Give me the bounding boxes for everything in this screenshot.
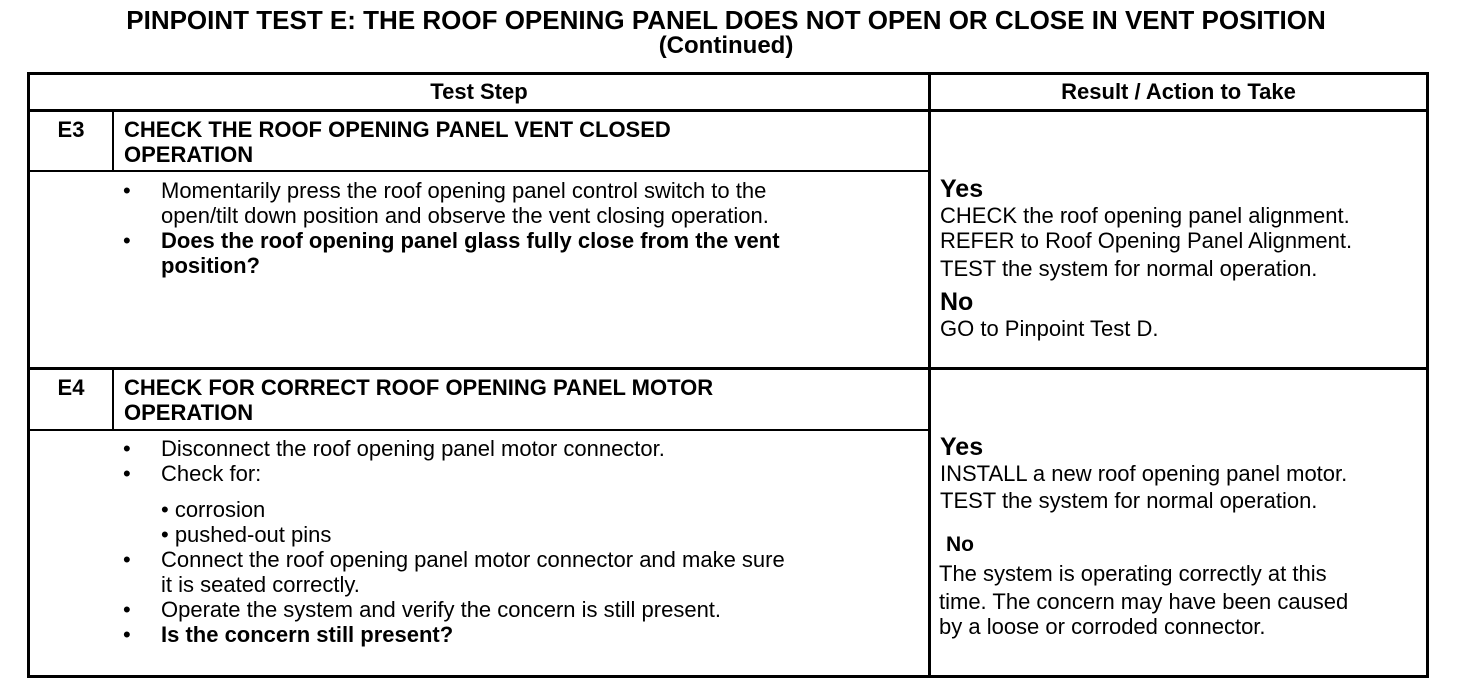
step-id-e4: E4	[57, 375, 85, 400]
e4-bullet-3-line2: it is seated correctly.	[161, 572, 360, 597]
e3-yes-line1: CHECK the roof opening panel alignment.	[940, 203, 1350, 228]
e4-no-label: No	[946, 533, 974, 556]
e3-no-line1: GO to Pinpoint Test D.	[940, 316, 1159, 341]
e4-yes-line1: INSTALL a new roof opening panel motor.	[940, 461, 1348, 486]
header-test-step: Test Step	[430, 79, 528, 104]
step-heading-e3-line2: OPERATION	[124, 142, 254, 167]
e3-yes-line2: REFER to Roof Opening Panel Alignment.	[940, 228, 1353, 253]
header-result: Result / Action to Take	[1061, 79, 1296, 104]
step-id-e3: E3	[57, 117, 85, 142]
step-heading-e4-line1: CHECK FOR CORRECT ROOF OPENING PANEL MOTOR	[124, 375, 714, 400]
page-subtitle: (Continued)	[658, 32, 794, 59]
bullet-mark: •	[123, 461, 131, 486]
bullet-mark: •	[123, 436, 131, 461]
row-divider	[30, 367, 1426, 370]
e3-heading-divider	[30, 170, 928, 172]
e3-no-label: No	[940, 288, 974, 316]
e4-bullet-5: Is the concern still present?	[161, 622, 454, 647]
e4-id-divider	[112, 369, 114, 430]
e4-bullet-2: Check for:	[161, 461, 262, 486]
e3-bullet-1-line2: open/tilt down position and observe the vent closing operation.	[161, 203, 769, 228]
e4-subbullet-2: • pushed-out pins	[161, 522, 332, 547]
bullet-mark: •	[123, 547, 131, 572]
header-divider	[30, 109, 1426, 112]
bullet-mark: •	[123, 622, 131, 647]
column-divider	[928, 75, 931, 675]
e4-yes-label: Yes	[940, 433, 984, 461]
e4-no-line2: time. The concern may have been caused	[939, 589, 1349, 614]
e3-yes-line3: TEST the system for normal operation.	[940, 256, 1318, 281]
e4-bullet-1: Disconnect the roof opening panel motor connector.	[161, 436, 665, 461]
step-heading-e4-line2: OPERATION	[124, 400, 254, 425]
e4-no-line1: The system is operating correctly at this	[939, 561, 1327, 586]
e3-bullet-2-line2: position?	[161, 253, 260, 278]
pinpoint-test-table	[27, 72, 1429, 678]
e4-no-line3: by a loose or corroded connector.	[939, 614, 1266, 639]
e3-id-divider	[112, 111, 114, 172]
e4-bullet-3-line1: Connect the roof opening panel motor connector and make sure	[161, 547, 785, 572]
e4-heading-divider	[30, 429, 928, 431]
e3-bullet-1-line1: Momentarily press the roof opening panel control switch to the	[161, 178, 767, 203]
e3-bullet-2-line1: Does the roof opening panel glass fully close from the vent	[161, 228, 780, 253]
bullet-mark: •	[123, 597, 131, 622]
e4-yes-line2: TEST the system for normal operation.	[940, 488, 1318, 513]
page-title: PINPOINT TEST E: THE ROOF OPENING PANEL DOES NOT OPEN OR CLOSE IN VENT POSITION	[126, 5, 1326, 35]
e3-yes-label: Yes	[940, 175, 984, 203]
e4-bullet-4: Operate the system and verify the concern is still present.	[161, 597, 722, 622]
bullet-mark: •	[123, 228, 131, 253]
e4-subbullet-1: • corrosion	[161, 497, 266, 522]
bullet-mark: •	[123, 178, 131, 203]
step-heading-e3-line1: CHECK THE ROOF OPENING PANEL VENT CLOSED	[124, 117, 671, 142]
